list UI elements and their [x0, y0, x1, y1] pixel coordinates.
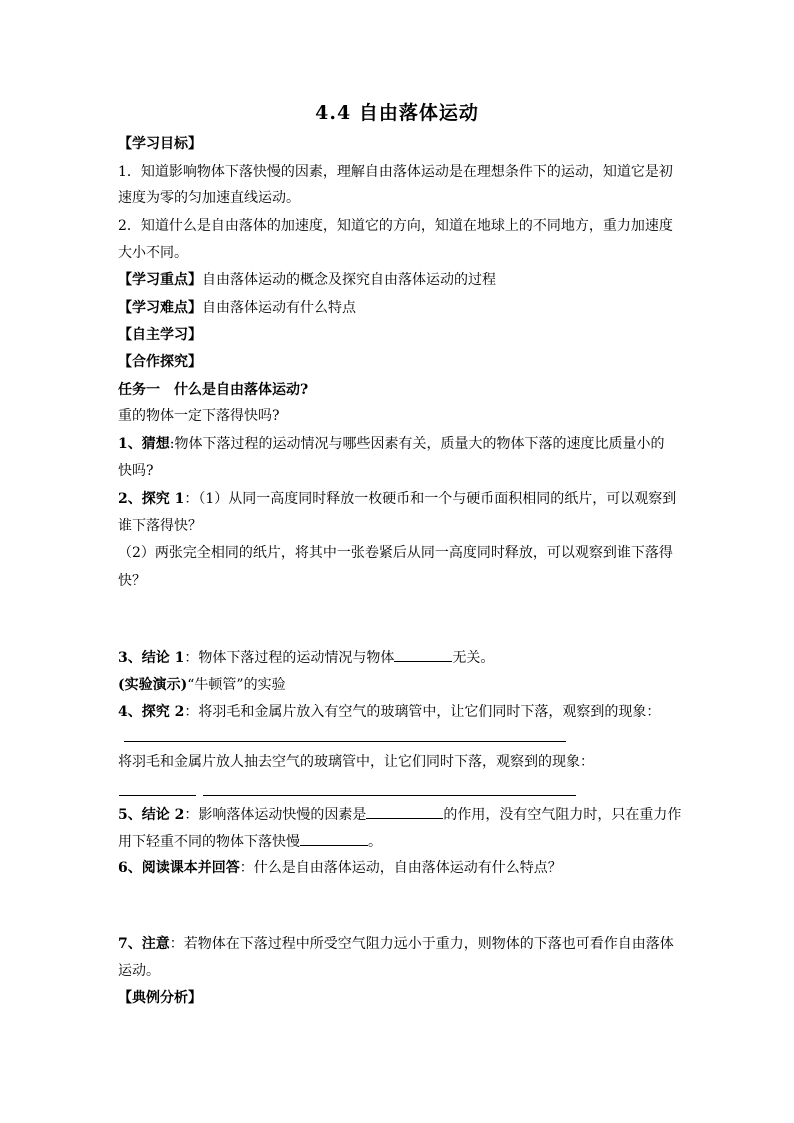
- page-title: 4.4 自由落体运动: [315, 102, 479, 124]
- objective-2-line-2: 大小不同。: [118, 245, 188, 261]
- item-7-line-2: 运动。: [118, 963, 160, 979]
- item-6-heading: 6、阅读课本并回答: [118, 860, 240, 876]
- item-5-text-b: 的作用，没有空气阻力时，只在重力作: [443, 807, 682, 823]
- objective-2-line-1: 2．知道什么是自由落体的加速度，知道它的方向，知道在地球上的不同地方，重力加速度: [118, 218, 673, 234]
- item-4-answer-line[interactable]: [124, 741, 566, 742]
- item-7-heading: 7、注意: [118, 936, 170, 952]
- item-5-line-2: [118, 831, 678, 852]
- difficulty-heading: 【学习难点】: [118, 300, 202, 316]
- item-5: [118, 804, 682, 825]
- objective-1-line-1: 1．知道影响物体下落快慢的因素，理解自由落体运动是在理想条件下的运动，知道它是初: [118, 164, 673, 180]
- self-study-heading: 【自主学习】: [118, 327, 202, 343]
- item-4-answer-line-2a[interactable]: [119, 795, 196, 796]
- item-2-text: ：（1）从同一高度同时释放一枚硬币和一个与硬币面积相同的纸片，可以观察到: [184, 491, 677, 507]
- item-4-answer-line-2b[interactable]: [203, 795, 576, 796]
- task-1-heading: 任务一 什么是自由落体运动?: [118, 382, 309, 398]
- conclusion-2-blank-2[interactable]: [300, 831, 368, 846]
- objectives-heading: 【学习目标】: [118, 136, 202, 152]
- item-1-heading: 1、猜想: [118, 436, 170, 452]
- item-5-heading: 5、结论 2: [118, 807, 185, 823]
- conclusion-2-blank-1[interactable]: [366, 804, 443, 819]
- item-2-line-2: 谁下落得快？: [118, 518, 202, 534]
- cooperative-heading: 【合作探究】: [118, 354, 202, 370]
- item-4: [118, 702, 678, 722]
- key-point: [118, 270, 678, 290]
- item-5-line-2-text-a: 用下轻重不同的物体下落快慢: [118, 834, 300, 850]
- item-3: [118, 647, 678, 668]
- demo-text: “牛顿管”的实验: [187, 677, 286, 693]
- item-2-sub-line-1: （2）两张完全相同的纸片，将其中一张卷紧后从同一高度同时释放，可以观察到谁下落得: [118, 545, 673, 561]
- item-6: [118, 858, 678, 878]
- item-6-text: ：什么是自由落体运动，自由落体运动有什么特点？: [239, 860, 562, 876]
- demo-line: [118, 675, 678, 695]
- item-1: [118, 434, 678, 454]
- key-point-text: 自由落体运动的概念及探究自由落体运动的过程: [202, 272, 496, 288]
- item-4-line-2: 将羽毛和金属片放人抽去空气的玻璃管中，让它们同时下落，观察到的现象：: [118, 754, 594, 770]
- objective-1-line-2: 速度为零的匀加速直线运动。: [118, 190, 300, 206]
- difficulty-text: 自由落体运动有什么特点: [202, 300, 356, 316]
- difficulty: [118, 298, 678, 318]
- item-5-text-a: ：影响落体运动快慢的因素是: [184, 807, 367, 823]
- item-7-text: ：若物体在下落过程中所受空气阻力远小于重力，则物体的下落也可看作自由落体: [169, 936, 674, 952]
- heavy-question: 重的物体一定下落得快吗?: [118, 408, 280, 424]
- item-2-heading: 2、探究 1: [118, 491, 185, 507]
- item-3-text-b: 无关。: [452, 650, 495, 666]
- key-point-heading: 【学习重点】: [118, 272, 202, 288]
- item-4-text: ：将羽毛和金属片放入有空气的玻璃管中，让它们同时下落，观察到的现象：: [184, 704, 661, 720]
- item-2-sub-line-2: 快？: [118, 573, 146, 589]
- item-3-heading: 3、结论 1: [118, 650, 185, 666]
- item-1-text: :物体下落过程的运动情况与哪些因素有关，质量大的物体下落的速度比质量小的: [169, 436, 665, 452]
- item-1-line-2: 快吗?: [118, 463, 154, 479]
- item-4-heading: 4、探究 2: [118, 704, 185, 720]
- item-5-line-2-text-b: 。: [368, 834, 382, 850]
- item-2: [118, 489, 678, 509]
- example-heading: 【典例分析】: [118, 990, 202, 1006]
- item-3-text-a: ：物体下落过程的运动情况与物体: [184, 650, 395, 666]
- item-7: [118, 934, 678, 954]
- demo-heading: (实验演示): [118, 677, 188, 693]
- conclusion-1-blank[interactable]: [394, 647, 452, 662]
